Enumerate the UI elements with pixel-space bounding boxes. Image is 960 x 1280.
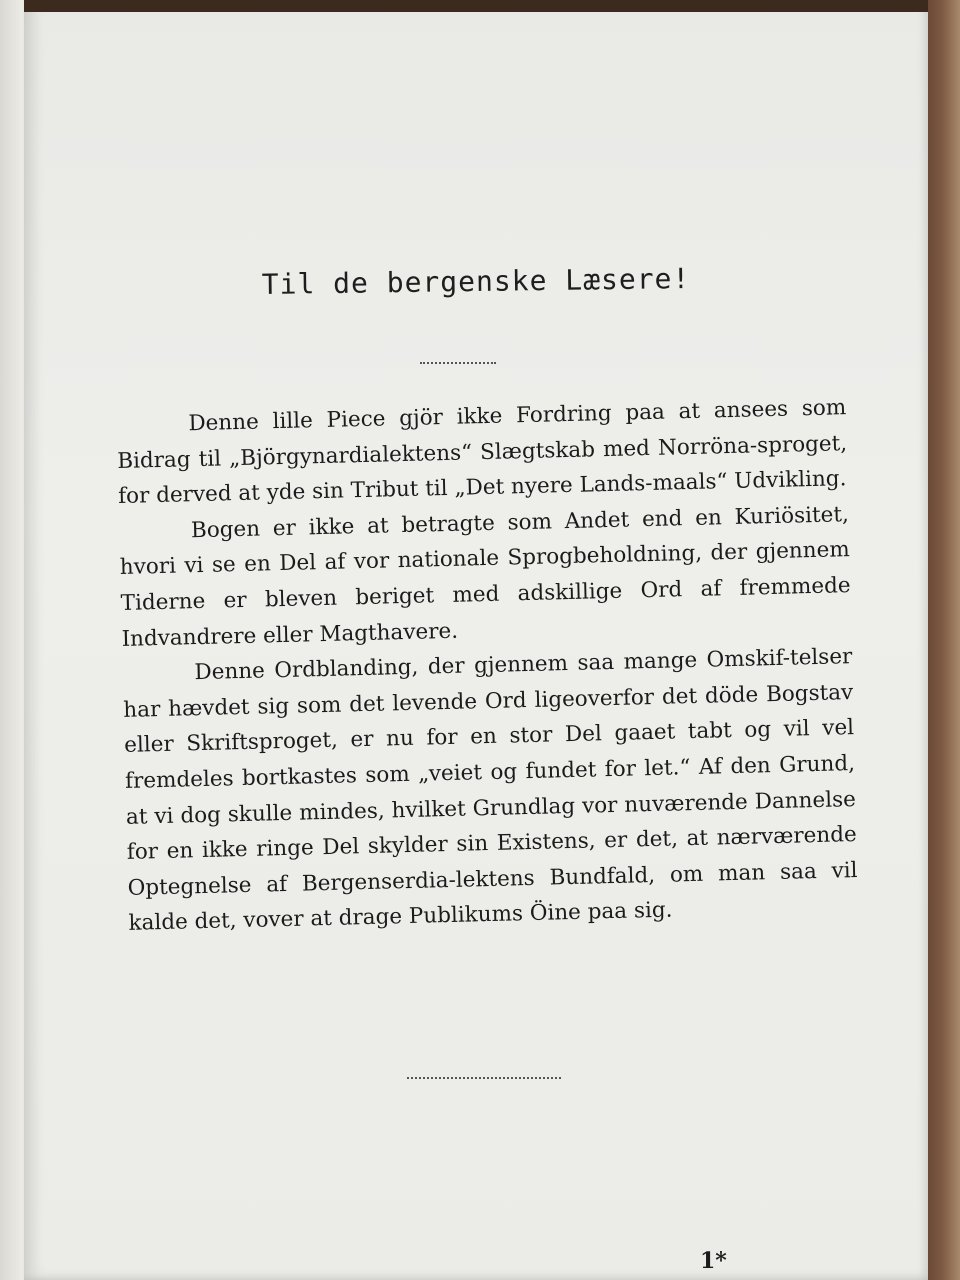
ornamental-rule-bottom	[407, 1077, 561, 1079]
paragraph-2: Bogen er ikke at betragte som Andet end en Kuriösitet, hvori vi se en Del af vor nationale Sprogbeholdning, der gjennem Tiderne er bleven beriget med adskillige Ord af fremmede Indvandrere eller Magthavere.	[119, 501, 851, 652]
paragraph-1: Denne lille Piece gjör ikke Fordring paa at ansees som Bidrag til „Björgynardialektens“ Slægtskab med Norröna-sproget, for derved at yde sin Tribut til „Det nyere Lands-maals“ Udvikling.	[116, 395, 848, 510]
book-page	[24, 0, 928, 1280]
page-heading: Til de bergenske Læsere!	[261, 262, 691, 301]
page-number: 1*	[700, 1248, 727, 1274]
body-text	[116, 390, 859, 942]
ornamental-rule-top	[420, 362, 496, 364]
paragraph-3: Denne Ordblanding, der gjennem saa mange Omskif-telser har hævdet sig som det levende Ord ligeoverfor det döde Bogstav eller Skriftsproget, er nu for en stor Del gaaet tabt og vil vel fremdeles bortkastes som „veiet og fundet for let.“ Af den Grund, at vi dog skulle mindes, hvilket Grundlag vor nuværende Dannelse for en ikke ringe Del skylder sin Existens, er det, at nærværende Optegnelse af Bergenserdia-lektens Bundfald, om man saa vil kalde det, vover at drage Publikums Öine paa sig.	[123, 644, 858, 937]
